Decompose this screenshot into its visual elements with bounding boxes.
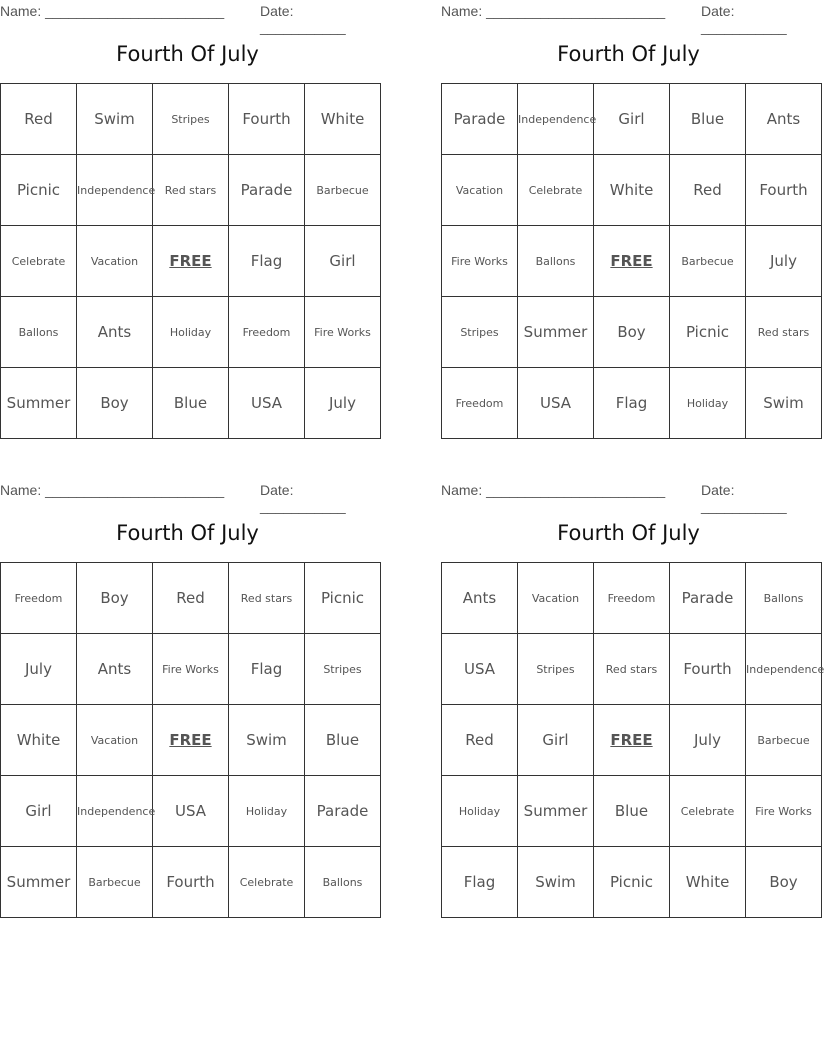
bingo-cell: Holiday: [229, 776, 305, 847]
grid-row: [1, 563, 381, 634]
bingo-cell: Barbecue: [77, 847, 153, 918]
bingo-cell: Parade: [229, 155, 305, 226]
bingo-cell: Fire Works: [746, 776, 822, 847]
grid-row: [442, 776, 822, 847]
bingo-cell: Fire Works: [305, 297, 381, 368]
bingo-cell: White: [305, 84, 381, 155]
bingo-cell: Freedom: [1, 563, 77, 634]
card-title: Fourth Of July: [116, 521, 259, 545]
bingo-cell: Ballons: [1, 297, 77, 368]
bingo-cell: Ants: [746, 84, 822, 155]
bingo-cell: Independence: [77, 155, 153, 226]
bingo-cell: Girl: [518, 705, 594, 776]
grid-row: [442, 847, 822, 918]
bingo-cell: Barbecue: [305, 155, 381, 226]
date-field-label: Date: ___________: [701, 482, 787, 514]
date-field-label: Date: ___________: [701, 3, 787, 35]
bingo-cell: July: [1, 634, 77, 705]
bingo-cell: Swim: [229, 705, 305, 776]
grid-row: [1, 705, 381, 776]
bingo-cell: White: [594, 155, 670, 226]
bingo-cell: Picnic: [594, 847, 670, 918]
name-field-label: Name: _______________________: [441, 3, 666, 19]
bingo-cell: Parade: [670, 563, 746, 634]
bingo-card: [441, 0, 816, 440]
bingo-cell: Ants: [442, 563, 518, 634]
bingo-cell: USA: [153, 776, 229, 847]
grid-row: [442, 297, 822, 368]
grid-row: [442, 705, 822, 776]
bingo-cell: Barbecue: [746, 705, 822, 776]
bingo-card: [0, 479, 375, 919]
bingo-cell: July: [746, 226, 822, 297]
bingo-cell: Summer: [1, 368, 77, 439]
bingo-cell: USA: [518, 368, 594, 439]
grid-row: [1, 776, 381, 847]
bingo-cell: Picnic: [670, 297, 746, 368]
bingo-cell: Independence: [518, 84, 594, 155]
bingo-cell: Vacation: [77, 705, 153, 776]
bingo-cell: Celebrate: [670, 776, 746, 847]
bingo-cell: USA: [229, 368, 305, 439]
bingo-cell: Fourth: [153, 847, 229, 918]
bingo-cell: Red: [670, 155, 746, 226]
grid-row: [1, 297, 381, 368]
card-header: [441, 479, 816, 514]
bingo-cell: Holiday: [670, 368, 746, 439]
grid-row: [442, 563, 822, 634]
grid-row: [1, 84, 381, 155]
bingo-cell: Blue: [594, 776, 670, 847]
bingo-cell: Red: [153, 563, 229, 634]
bingo-cell: Holiday: [153, 297, 229, 368]
bingo-grid: [0, 83, 381, 439]
bingo-cell: Fourth: [670, 634, 746, 705]
bingo-cell: Stripes: [153, 84, 229, 155]
bingo-cell: USA: [442, 634, 518, 705]
card-header: [0, 0, 375, 35]
bingo-cell: Fire Works: [153, 634, 229, 705]
bingo-cell: Blue: [670, 84, 746, 155]
bingo-cell: Red stars: [746, 297, 822, 368]
bingo-cell: Ballons: [305, 847, 381, 918]
bingo-cell: Freedom: [229, 297, 305, 368]
bingo-cell: Summer: [518, 297, 594, 368]
free-space-cell: FREE: [594, 705, 670, 776]
bingo-cell: Vacation: [518, 563, 594, 634]
bingo-cell: Boy: [77, 563, 153, 634]
bingo-cell: Summer: [518, 776, 594, 847]
bingo-cell: Flag: [594, 368, 670, 439]
bingo-grid: [441, 83, 822, 439]
free-space-cell: FREE: [153, 226, 229, 297]
bingo-cell: Boy: [77, 368, 153, 439]
bingo-card: [441, 479, 824, 919]
bingo-cell: Swim: [77, 84, 153, 155]
grid-row: [442, 84, 822, 155]
grid-row: [442, 226, 822, 297]
bingo-cell: Celebrate: [229, 847, 305, 918]
bingo-cell: Red stars: [229, 563, 305, 634]
bingo-cell: White: [1, 705, 77, 776]
bingo-cell: Fourth: [229, 84, 305, 155]
bingo-cell: Girl: [594, 84, 670, 155]
bingo-cell: Red: [442, 705, 518, 776]
grid-row: [1, 155, 381, 226]
bingo-cell: Independence: [77, 776, 153, 847]
bingo-cell: Flag: [229, 634, 305, 705]
bingo-cell: Boy: [746, 847, 822, 918]
bingo-cell: Stripes: [305, 634, 381, 705]
free-space-cell: FREE: [153, 705, 229, 776]
bingo-cell: Flag: [442, 847, 518, 918]
grid-row: [442, 368, 822, 439]
bingo-cell: Freedom: [594, 563, 670, 634]
bingo-cell: Stripes: [442, 297, 518, 368]
bingo-cell: Fire Works: [442, 226, 518, 297]
bingo-cell: Celebrate: [518, 155, 594, 226]
bingo-grid: [0, 562, 381, 918]
grid-row: [442, 634, 822, 705]
bingo-cell: Red: [1, 84, 77, 155]
bingo-cell: Celebrate: [1, 226, 77, 297]
bingo-cell: Ants: [77, 297, 153, 368]
card-title: Fourth Of July: [557, 521, 700, 545]
grid-row: [1, 226, 381, 297]
bingo-cell: Red stars: [594, 634, 670, 705]
bingo-cell: Parade: [442, 84, 518, 155]
name-field-label: Name: _______________________: [0, 3, 225, 19]
bingo-cell: Ants: [77, 634, 153, 705]
bingo-cell: Picnic: [305, 563, 381, 634]
name-field-label: Name: _______________________: [0, 482, 225, 498]
bingo-cell: Parade: [305, 776, 381, 847]
bingo-cell: Swim: [518, 847, 594, 918]
grid-row: [442, 155, 822, 226]
free-space-cell: FREE: [594, 226, 670, 297]
bingo-cell: Stripes: [518, 634, 594, 705]
bingo-cell: Girl: [1, 776, 77, 847]
bingo-cell: Barbecue: [670, 226, 746, 297]
bingo-cell: Summer: [1, 847, 77, 918]
bingo-cell: Flag: [229, 226, 305, 297]
bingo-cell: Blue: [305, 705, 381, 776]
bingo-cell: Holiday: [442, 776, 518, 847]
card-title: Fourth Of July: [116, 42, 259, 66]
bingo-cell: Vacation: [77, 226, 153, 297]
bingo-grid: [441, 562, 822, 918]
bingo-cell: Fourth: [746, 155, 822, 226]
grid-row: [1, 847, 381, 918]
bingo-card: [0, 0, 375, 440]
bingo-cell: Picnic: [1, 155, 77, 226]
bingo-cell: Ballons: [746, 563, 822, 634]
bingo-cell: White: [670, 847, 746, 918]
bingo-cell: Swim: [746, 368, 822, 439]
bingo-cell: Red stars: [153, 155, 229, 226]
card-header: [441, 0, 816, 35]
card-title: Fourth Of July: [557, 42, 700, 66]
date-field-label: Date: ___________: [260, 3, 346, 35]
date-field-label: Date: ___________: [260, 482, 346, 514]
grid-row: [1, 368, 381, 439]
bingo-cell: Ballons: [518, 226, 594, 297]
bingo-cell: July: [305, 368, 381, 439]
bingo-cell: Boy: [594, 297, 670, 368]
grid-row: [1, 634, 381, 705]
bingo-cell: July: [670, 705, 746, 776]
bingo-cell: Girl: [305, 226, 381, 297]
bingo-cell: Blue: [153, 368, 229, 439]
card-header: [0, 479, 375, 514]
name-field-label: Name: _______________________: [441, 482, 666, 498]
bingo-cell: Freedom: [442, 368, 518, 439]
bingo-cell: Independence: [746, 634, 822, 705]
bingo-cell: Vacation: [442, 155, 518, 226]
